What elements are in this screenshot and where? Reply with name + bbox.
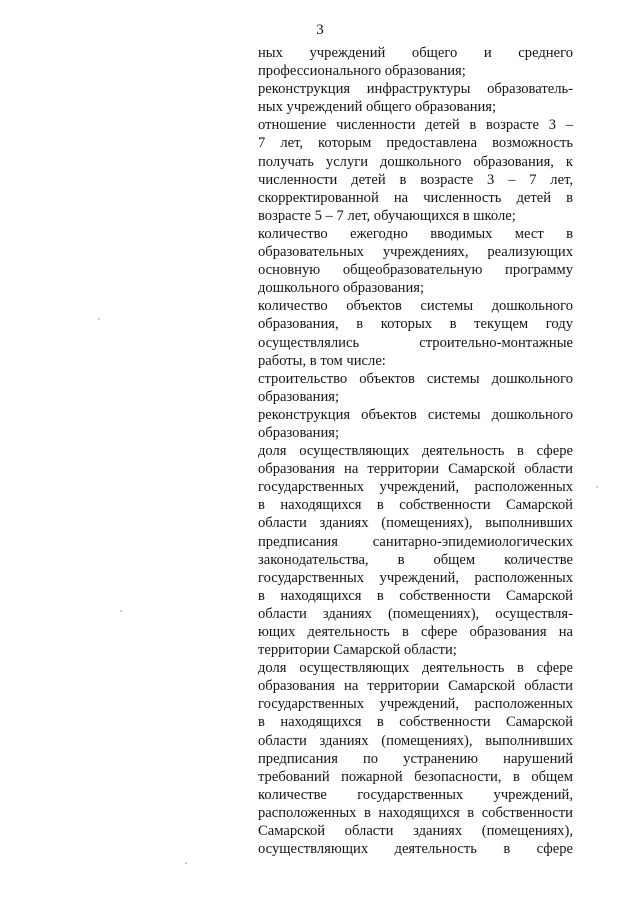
text-line: образования на территории Самарской области xyxy=(258,678,573,695)
text-line: профессионального образования; xyxy=(258,63,466,80)
text-line: ющих деятельность в сфере образования на xyxy=(258,624,573,640)
text-line: образования на территории Самарской области xyxy=(258,461,573,478)
text-line: строительство объектов системы дошкольного xyxy=(258,370,573,387)
text-line: доля осуществляющих деятельность в сфере xyxy=(258,443,573,460)
text-line: в находящихся в собственности Самарской xyxy=(258,497,573,514)
text-line: 7 лет, которым предоставлена возможность xyxy=(258,135,573,152)
text-line: государственных учреждений, расположенных xyxy=(258,696,573,713)
text-line: предписания санитарно-эпидемиологических xyxy=(258,533,573,550)
text-line: работы, в том числе: xyxy=(258,352,386,369)
text-line: реконструкция объектов системы дошкольного xyxy=(258,406,573,423)
text-line: количестве государственных учреждений, xyxy=(258,786,573,803)
text-line: расположенных в находящихся в собственности xyxy=(258,804,573,821)
text-line: области зданиях (помещениях), выполнивших xyxy=(258,515,573,532)
text-column xyxy=(258,44,573,858)
scan-speck xyxy=(596,486,598,488)
text-line: Самарской области зданиях (помещениях), xyxy=(258,823,573,840)
text-line: предписания по устранению нарушений xyxy=(258,750,573,767)
text-line: государственных учреждений, расположенных xyxy=(258,569,573,586)
text-line: области зданиях (помещениях), выполнивших xyxy=(258,732,573,749)
text-line: отношение численности детей в возрасте 3 – xyxy=(258,117,573,134)
text-line: численности детей в возрасте 3 – 7 лет, xyxy=(258,171,573,188)
text-line: реконструкция инфраструктуры образователь- xyxy=(258,81,573,98)
text-line: осуществлялись строительно-монтажные xyxy=(258,334,573,351)
text-line: ных учреждений общего образования; xyxy=(258,99,497,116)
text-line: образования; xyxy=(258,424,340,441)
text-line: получать услуги дошкольного образования, к xyxy=(258,153,573,170)
text-line: в находящихся в собственности Самарской xyxy=(258,714,573,731)
text-line: количество ежегодно вводимых мест в xyxy=(258,225,573,242)
text-line: дошкольного образования; xyxy=(258,280,425,297)
scan-speck xyxy=(185,862,187,864)
text-line: образовательных учреждениях, реализующих xyxy=(258,244,573,261)
text-line: государственных учреждений, расположенных xyxy=(258,479,573,496)
text-line: осуществляющих деятельность в сфере xyxy=(258,841,573,858)
text-line: количество объектов системы дошкольного xyxy=(258,298,573,315)
text-line: образования; xyxy=(258,388,340,405)
text-line: возрасте 5 – 7 лет, обучающихся в школе; xyxy=(258,207,516,224)
text-line: ных учреждений общего и среднего xyxy=(258,45,573,61)
page-number: 3 xyxy=(316,22,324,38)
scan-speck xyxy=(120,610,122,612)
text-line: законодательства, в общем количестве xyxy=(258,551,573,568)
text-line: основную общеобразовательную программу xyxy=(258,262,573,279)
scan-speck xyxy=(98,318,100,320)
text-line: территории Самарской области; xyxy=(258,642,457,659)
text-line: в находящихся в собственности Самарской xyxy=(258,587,573,604)
text-line: доля осуществляющих деятельность в сфере xyxy=(258,660,573,677)
text-line: образования, в которых в текущем году xyxy=(258,316,573,333)
text-line: области зданиях (помещениях), осуществля- xyxy=(258,605,573,622)
text-line: требований пожарной безопасности, в общем xyxy=(258,768,573,785)
text-line: скорректированной на численность детей в xyxy=(258,189,573,206)
